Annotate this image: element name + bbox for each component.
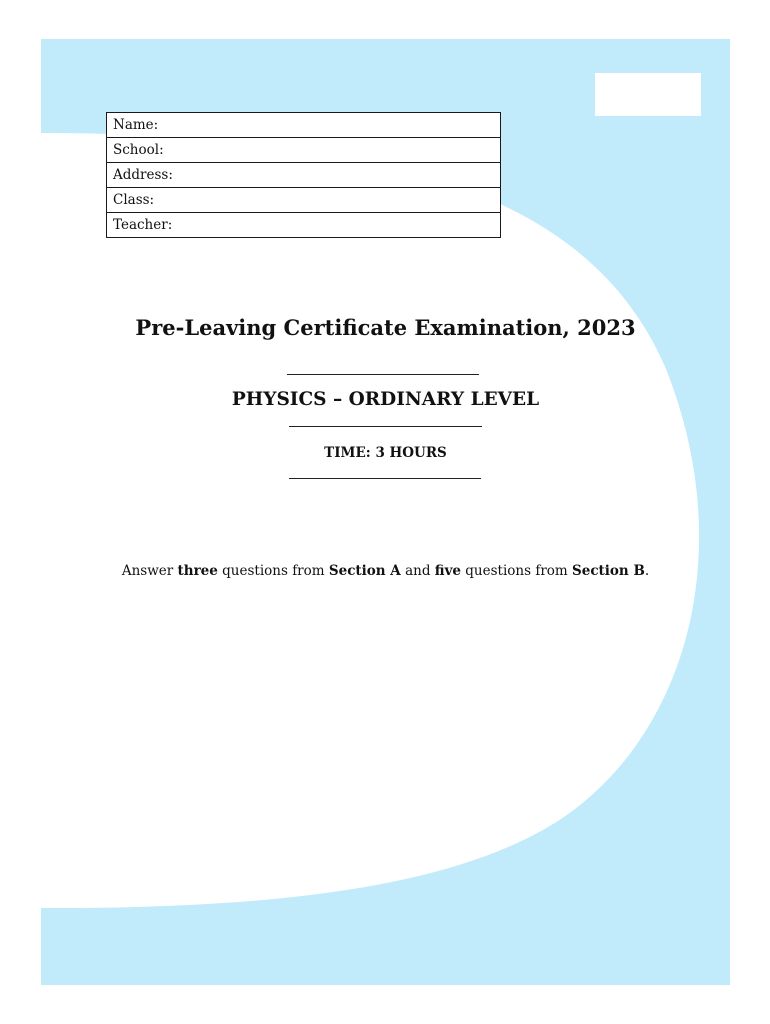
- info-row-address: [107, 163, 501, 188]
- exam-code-box: [595, 73, 701, 116]
- instructions-section-a: Section A: [328, 562, 401, 579]
- teacher-field[interactable]: Teacher:: [107, 213, 501, 238]
- instructions-text-1: Answer: [121, 562, 178, 579]
- name-field[interactable]: Name:: [107, 113, 501, 138]
- exam-time: TIME: 3 HOURS: [324, 445, 447, 461]
- info-row-name: [107, 113, 501, 138]
- divider-rule-top: [287, 374, 479, 375]
- info-row-school: [107, 138, 501, 163]
- address-field[interactable]: Address:: [107, 163, 501, 188]
- divider-rule-middle: [289, 426, 482, 427]
- instructions-text-2: questions from: [217, 562, 329, 579]
- student-info-table: [106, 112, 501, 238]
- school-field[interactable]: School:: [107, 138, 501, 163]
- exam-title: Pre-Leaving Certificate Examination, 2023: [135, 315, 636, 340]
- class-field[interactable]: Class:: [107, 188, 501, 213]
- exam-subject: PHYSICS – ORDINARY LEVEL: [231, 389, 540, 410]
- instructions-text-4: questions from: [461, 562, 572, 579]
- instructions-count-a: three: [177, 562, 218, 579]
- instructions-count-b: five: [434, 562, 461, 579]
- instructions-text-3: and: [400, 562, 435, 579]
- instructions-section-b: Section B: [572, 562, 645, 579]
- exam-cover-page: [41, 39, 730, 985]
- instructions-text-5: .: [644, 562, 650, 579]
- exam-instructions: [41, 563, 730, 579]
- info-row-class: [107, 188, 501, 213]
- info-row-teacher: [107, 213, 501, 238]
- divider-rule-bottom: [289, 478, 481, 479]
